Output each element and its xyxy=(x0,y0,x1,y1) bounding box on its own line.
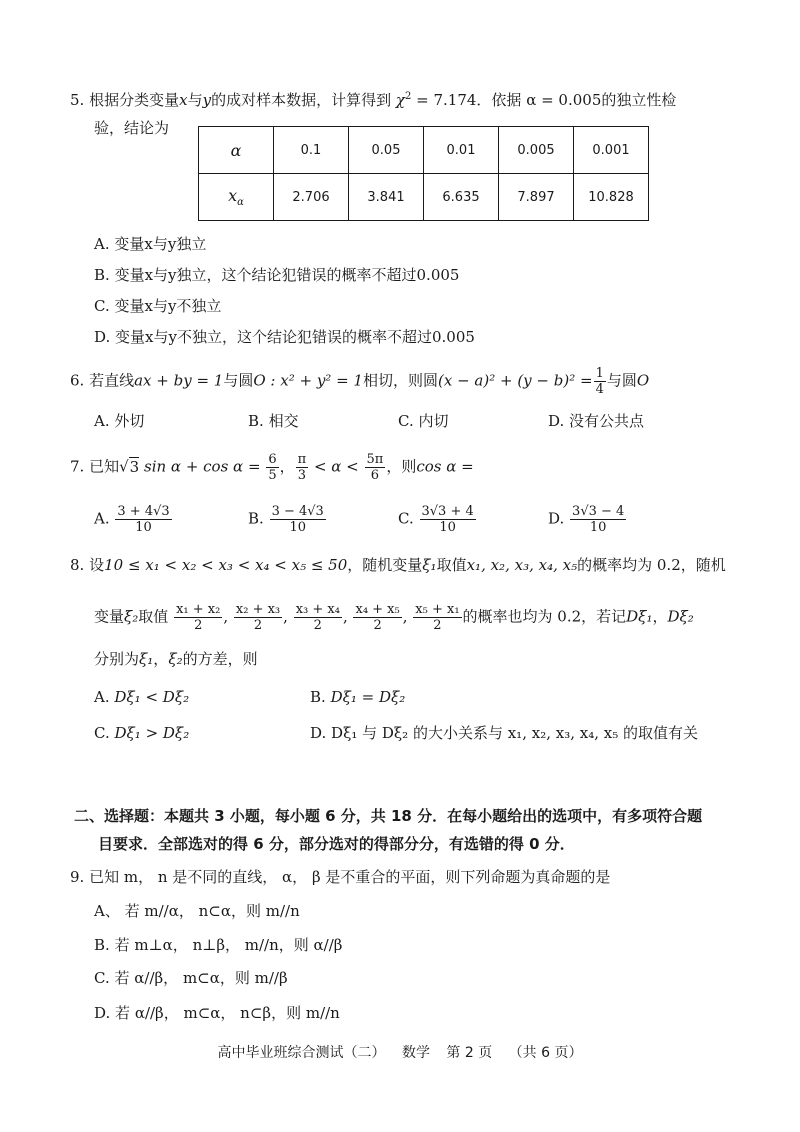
table-cell: 10.828 xyxy=(574,174,649,221)
critical-value-table xyxy=(198,126,649,221)
option-label: B. xyxy=(248,412,264,430)
denominator: 10 xyxy=(439,520,456,535)
q5-stem-line2: 验，结论为 xyxy=(94,119,170,137)
table-cell: 3.841 xyxy=(349,174,424,221)
table-cell: 2.706 xyxy=(274,174,349,221)
q8-text-a: 设 xyxy=(89,556,105,574)
option-text: 若 m//α， n⊂α，则 m//n xyxy=(124,902,300,920)
q5-text-d: 的独立性检 xyxy=(601,91,677,109)
numerator: 3√3 + 4 xyxy=(421,504,474,519)
option-label: A. xyxy=(94,688,110,706)
q7-expr: sin α + cos α = xyxy=(144,457,261,476)
option-text: Dξ₁ = Dξ₂ xyxy=(330,688,406,706)
q8-dxi1: Dξ₁ xyxy=(626,607,653,626)
footer-title: 高中毕业班综合测试（二） xyxy=(217,1045,386,1061)
q6-line-eq: ax + by = 1 xyxy=(134,371,224,390)
option-fraction xyxy=(570,504,626,535)
q9-number: 9. xyxy=(70,868,85,886)
q5-option-a[interactable] xyxy=(94,233,206,255)
q8-values: x₁, x₂, x₃, x₄, x₅ xyxy=(466,556,578,574)
option-text: 变量x与y不独立，这个结论犯错误的概率不超过0.005 xyxy=(115,328,475,346)
option-text: Dξ₁ 与 Dξ₂ 的大小关系与 x₁, x₂, x₃, x₄, x₅ 的取值有关 xyxy=(331,724,698,742)
denominator: 2 xyxy=(373,618,382,633)
q8-fraction xyxy=(353,602,401,633)
q7-option-c[interactable] xyxy=(398,504,477,535)
q7-fraction-3 xyxy=(365,452,386,483)
q7-fraction-1 xyxy=(266,452,278,483)
numerator: 3 − 4√3 xyxy=(271,504,324,519)
q5-text-c: ．依据 xyxy=(476,91,522,109)
option-fraction xyxy=(270,504,326,535)
q9-option-c[interactable] xyxy=(94,967,288,989)
q7-sep: ， xyxy=(279,457,295,476)
numerator: 1 xyxy=(595,366,604,381)
q6-text-a: 若直线 xyxy=(89,371,135,390)
option-label: C. xyxy=(94,724,110,742)
option-label: B. xyxy=(248,509,264,528)
q5-stem-line1 xyxy=(70,86,676,111)
option-text: 变量x与y独立，这个结论犯错误的概率不超过0.005 xyxy=(114,266,460,284)
q8-comma2: ， xyxy=(153,650,169,668)
option-label: B. xyxy=(94,936,110,954)
q8-inequality: 10 ≤ x₁ < x₂ < x₃ < x₄ < x₅ ≤ 50 xyxy=(104,556,348,574)
q8-xi2: ξ₂ xyxy=(124,607,139,626)
q7-option-a[interactable] xyxy=(94,504,173,535)
option-text: 若 α//β， m⊂α， n⊂β，则 m//n xyxy=(115,1004,340,1022)
q6-option-a[interactable] xyxy=(94,410,144,432)
table-cell: 7.897 xyxy=(499,174,574,221)
q5-text-b: 的成对样本数据，计算得到 xyxy=(211,91,392,109)
table-cell: 6.635 xyxy=(424,174,499,221)
option-fraction xyxy=(115,504,171,535)
q7-ask: cos α = xyxy=(416,457,474,476)
option-text: Dξ₁ > Dξ₂ xyxy=(114,724,190,742)
option-text: 变量x与y独立 xyxy=(114,235,207,253)
table-header-alpha: α xyxy=(199,127,274,174)
q6-circle-o: O xyxy=(636,371,650,390)
q8-comma: ， xyxy=(652,607,668,626)
table-cell: 0.05 xyxy=(349,127,424,174)
q6-fraction xyxy=(594,366,606,397)
q6-option-c[interactable] xyxy=(398,410,449,432)
q5-chi-value: = 7.174 xyxy=(416,91,477,109)
q5-option-c[interactable] xyxy=(94,295,221,317)
q8-xi2b: ξ₂ xyxy=(168,650,183,668)
q5-var-x: x xyxy=(179,91,188,109)
q5-option-b[interactable] xyxy=(94,264,459,286)
table-cell: 0.01 xyxy=(424,127,499,174)
numerator: 3√3 − 4 xyxy=(572,504,625,519)
q5-alpha-value: α = 0.005 xyxy=(526,91,602,109)
q6-option-b[interactable] xyxy=(248,410,299,432)
table-header-x-alpha xyxy=(199,174,274,221)
denominator: 2 xyxy=(194,618,203,633)
numerator: x₄ + x₅ xyxy=(355,602,400,617)
q8-text-h: 分别为 xyxy=(94,650,140,668)
option-label: A. xyxy=(94,235,110,253)
q8-text-c: 取值 xyxy=(436,556,467,574)
table-row xyxy=(199,174,649,221)
q6-option-d[interactable] xyxy=(548,410,644,432)
option-label: D. xyxy=(94,1004,111,1022)
option-text: 若 m⊥α， n⊥β， m//n，则 α//β xyxy=(114,936,343,954)
numerator: 5π xyxy=(366,452,384,467)
option-text: 外切 xyxy=(114,412,145,430)
numerator: x₁ + x₂ xyxy=(176,602,221,617)
denominator: 2 xyxy=(313,618,322,633)
q5-option-d[interactable] xyxy=(94,326,475,348)
q8-xi1: ξ₁ xyxy=(422,556,437,574)
q8-fraction xyxy=(234,602,282,633)
q7-sqrt3: 3 xyxy=(129,457,140,476)
q5-text-yu: 与 xyxy=(187,91,203,109)
option-label: A. xyxy=(94,509,110,528)
option-label: B. xyxy=(94,266,110,284)
option-fraction xyxy=(420,504,476,535)
table-cell: 0.001 xyxy=(574,127,649,174)
denominator: 10 xyxy=(135,520,152,535)
q8-xi1b: ξ₁ xyxy=(139,650,154,668)
q8-text-b: ，随机变量 xyxy=(347,556,423,574)
q6-circle-eq: O : x² + y² = 1 xyxy=(253,371,363,390)
q7-text-b: ，则 xyxy=(386,457,417,476)
numerator: π xyxy=(297,452,307,467)
q9-stem xyxy=(70,866,610,888)
option-label: C. xyxy=(398,412,414,430)
q8-option-a[interactable] xyxy=(94,686,189,708)
q8-stem-line1 xyxy=(70,554,726,576)
q6-text-c: 相切，则圆 xyxy=(362,371,438,390)
q5-var-y: y xyxy=(202,91,212,109)
q9-text: 已知 m， n 是不同的直线， α， β 是不重合的平面，则下列命题为真命题的是 xyxy=(89,868,611,886)
option-label: D. xyxy=(310,724,327,742)
footer-page-number: 第 2 页 xyxy=(446,1045,493,1061)
table-cell: 0.1 xyxy=(274,127,349,174)
q8-text-g: 的概率也均为 0.2，若记 xyxy=(462,607,627,626)
q5-text-a: 根据分类变量 xyxy=(89,91,180,109)
q7-option-d[interactable] xyxy=(548,504,627,535)
q7-inequality: < α < xyxy=(313,457,359,476)
option-label: C. xyxy=(94,297,110,315)
q8-text-e: 变量 xyxy=(94,607,125,626)
footer-total-pages: （共 6 页） xyxy=(508,1045,583,1061)
numerator: x₃ + x₄ xyxy=(295,602,340,617)
denominator: 2 xyxy=(433,618,442,633)
table-cell: 0.005 xyxy=(499,127,574,174)
option-label: C. xyxy=(398,509,414,528)
q9-option-a[interactable] xyxy=(94,900,300,922)
q8-option-d[interactable] xyxy=(310,722,698,744)
x-symbol: x xyxy=(228,185,238,205)
q8-stem-line2: 变量ξ₂取值 $\frac{\text{x₁ + x₂}}{2}$ , $\frac{\text{x₂ + x₃}}{2}$ , $\frac{\text{x₃ + x₄}}{2}$ , $\frac{\text{x₄ + x₅}}{2}$ , $\frac{\text{x₅ + x₁}}{2}$ 的概率也均为 0.2，若记Dξ₁，Dξ₂ xyxy=(94,602,694,633)
option-label: D. xyxy=(548,412,565,430)
q6-number: 6. xyxy=(70,371,85,390)
page-footer xyxy=(0,1042,800,1062)
q8-option-c[interactable] xyxy=(94,722,189,744)
q8-dxi2: Dξ₂ xyxy=(667,607,694,626)
denominator: 4 xyxy=(595,382,604,397)
q7-fraction-2 xyxy=(296,452,309,483)
section2-heading-line1: 二、选择题：本题共 3 小题，每小题 6 分，共 18 分．在每小题给出的选项中，有多项符合题 xyxy=(74,807,703,825)
numerator: 3 + 4√3 xyxy=(117,504,170,519)
q6-stem xyxy=(70,366,649,397)
option-text: Dξ₁ < Dξ₂ xyxy=(114,688,190,706)
alpha-subscript: α xyxy=(237,197,244,209)
option-text: 相交 xyxy=(268,412,299,430)
q8-option-b[interactable] xyxy=(310,686,405,708)
q8-number: 8. xyxy=(70,556,85,574)
numerator: 6 xyxy=(268,452,277,467)
q5-chi: χ xyxy=(395,91,405,109)
q7-stem: 7. 已知√3 sin α + cos α = $\frac{6}{5}$ ， $\frac{\pi}{3}$ < α < $\frac{5\pi}{6}$ ，则cos α = xyxy=(70,452,474,483)
q7-text-a: 已知 xyxy=(89,457,120,476)
option-label: C. xyxy=(94,969,110,987)
q5-chi-exp: 2 xyxy=(404,91,412,102)
denominator: 3 xyxy=(297,468,307,483)
q8-fraction xyxy=(294,602,342,633)
denominator: 2 xyxy=(253,618,263,633)
denominator: 6 xyxy=(370,468,380,483)
q9-option-b[interactable] xyxy=(94,934,342,956)
q8-fraction xyxy=(413,602,461,633)
denominator: 10 xyxy=(589,520,607,535)
option-text: 没有公共点 xyxy=(569,412,645,430)
option-text: 变量x与y不独立 xyxy=(114,297,222,315)
q8-text-f: 取值 xyxy=(138,607,169,626)
option-label: A. xyxy=(94,412,110,430)
q8-text-d: 的概率均为 0.2，随机 xyxy=(577,556,726,574)
q7-number: 7. xyxy=(70,457,85,476)
option-text: 若 α//β， m⊂α，则 m//β xyxy=(114,969,288,987)
q8-fraction xyxy=(174,602,222,633)
denominator: 5 xyxy=(268,468,277,483)
option-text: 内切 xyxy=(418,412,449,430)
q6-text-d: 与圆 xyxy=(606,371,637,390)
q6-text-b: 与圆 xyxy=(223,371,254,390)
q7-option-b[interactable] xyxy=(248,504,327,535)
table-row xyxy=(199,127,649,174)
option-label: D. xyxy=(548,509,565,528)
section2-heading-line2: 目要求．全部选对的得 6 分，部分选对的得部分分，有选错的得 0 分． xyxy=(98,835,575,853)
q9-option-d[interactable] xyxy=(94,1002,340,1024)
option-label: B. xyxy=(310,688,326,706)
option-label: A、 xyxy=(94,902,120,920)
denominator: 10 xyxy=(289,520,306,535)
numerator: x₂ + x₃ xyxy=(235,602,281,617)
q8-stem-line3 xyxy=(94,648,258,670)
q5-number: 5. xyxy=(70,91,85,109)
q6-circle2-eq: (x − a)² + (y − b)² = xyxy=(437,371,593,390)
numerator: x₅ + x₁ xyxy=(415,602,460,617)
footer-subject: 数学 xyxy=(401,1045,430,1061)
option-label: D. xyxy=(94,328,111,346)
q8-text-i: 的方差，则 xyxy=(182,650,258,668)
